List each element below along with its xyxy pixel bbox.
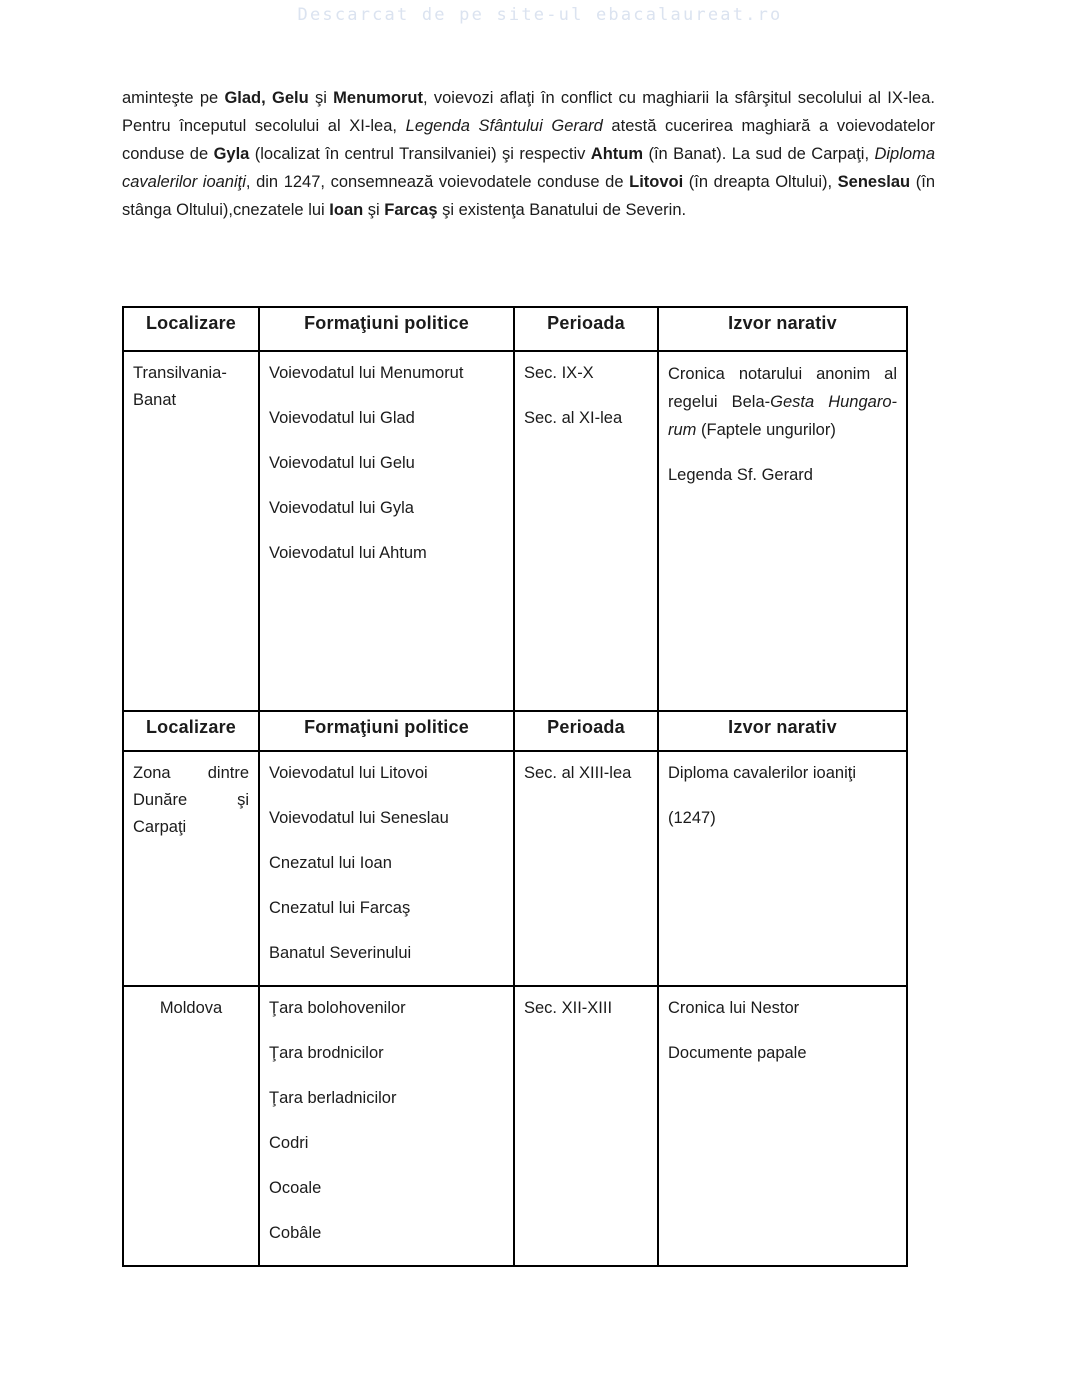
source-line: Diploma cavalerilor ioaniţi <box>668 764 856 782</box>
cell-perioada-zona <box>514 751 658 986</box>
formation-item: Voievodatul lui Glad <box>269 409 415 427</box>
header-formatiuni-politice: Formaţiuni politice <box>259 307 514 351</box>
formation-item: Voievodatul lui Ahtum <box>269 544 427 562</box>
formation-item: Voievodatul lui Litovoi <box>269 764 428 782</box>
localizare-label: Zona dintre Dunăre şi Carpaţi <box>133 764 249 836</box>
formation-item: Cobâle <box>269 1224 322 1242</box>
table-header-row-1 <box>123 307 907 351</box>
header-perioada: Perioada <box>514 307 658 351</box>
source-line: Cronica notarului anonim al regelui Bela-Gesta Hungaro-rum (Faptele ungurilor) <box>668 365 897 439</box>
header-izvor-narativ: Izvor narativ <box>658 711 907 751</box>
header-izvor-narativ: Izvor narativ <box>658 307 907 351</box>
table-row-moldova <box>123 986 907 1266</box>
cell-localizare-transilvania <box>123 351 259 711</box>
formation-item: Voievodatul lui Gyla <box>269 499 414 517</box>
cell-izvor-transilvania <box>658 351 907 711</box>
header-localizare: Localizare <box>123 307 259 351</box>
formation-item: Cnezatul lui Ioan <box>269 854 392 872</box>
header-perioada: Perioada <box>514 711 658 751</box>
table-header-row-2 <box>123 711 907 751</box>
localizare-label: Moldova <box>159 999 223 1017</box>
cell-localizare-moldova <box>123 986 259 1266</box>
header-localizare: Localizare <box>123 711 259 751</box>
cell-izvor-moldova <box>658 986 907 1266</box>
period-label: Sec. XII-XIII <box>524 999 613 1017</box>
formation-item: Cnezatul lui Farcaş <box>269 899 411 917</box>
formation-item: Voievodatul lui Gelu <box>269 454 415 472</box>
formation-item: Codri <box>269 1134 309 1152</box>
source-line: (1247) <box>668 809 716 827</box>
source-line: Documente papale <box>668 1044 807 1062</box>
formation-item: Ţara berladnicilor <box>269 1089 397 1107</box>
table-row-zona-dunare-carpati <box>123 751 907 986</box>
header-formatiuni-politice: Formaţiuni politice <box>259 711 514 751</box>
cell-formatiuni-transilvania <box>259 351 514 711</box>
table-row-transilvania-banat <box>123 351 907 711</box>
cell-perioada-moldova <box>514 986 658 1266</box>
cell-localizare-zona <box>123 751 259 986</box>
localizare-label: Transilvania-Banat <box>133 364 227 409</box>
cell-izvor-zona <box>658 751 907 986</box>
watermark-text: Descarcat de pe site-ul ebacalaureat.ro <box>297 5 783 25</box>
period-label: Sec. al XI-lea <box>524 409 623 427</box>
period-label: Sec. al XIII-lea <box>524 764 632 782</box>
source-line: Cronica lui Nestor <box>668 999 800 1017</box>
cell-formatiuni-moldova <box>259 986 514 1266</box>
cell-perioada-transilvania <box>514 351 658 711</box>
formation-item: Banatul Severinului <box>269 944 412 962</box>
cell-formatiuni-zona <box>259 751 514 986</box>
formation-item: Ţara bolohovenilor <box>269 999 406 1017</box>
period-label: Sec. IX-X <box>524 364 594 382</box>
formation-item: Voievodatul lui Seneslau <box>269 809 449 827</box>
intro-paragraph: aminteşte pe Glad, Gelu şi Menumorut, voievozi aflaţi în conflict cu maghiarii la sfârşitul secolului al IX-lea. Pentru începutul secolului al XI-lea, Legenda Sfântului Gerard atestă cucerirea maghiară a voievodatelor conduse de Gyla (localizat în centrul Transilvaniei) şi respectiv Ahtum (în Banat). La sud de Carpaţi, Diploma cavalerilor ioaniţi, din 1247, consemnează voievodatele conduse de Litovoi (în dreapta Oltului), Seneslau (în stânga Oltului),cnezatele lui Ioan şi Farcaş şi existenţa Banatului de Severin. <box>122 89 935 219</box>
political-formations-table <box>122 306 908 1267</box>
formation-item: Ţara brodnicilor <box>269 1044 384 1062</box>
formation-item: Voievodatul lui Menumorut <box>269 364 464 382</box>
source-line: Legenda Sf. Gerard <box>668 466 813 484</box>
formation-item: Ocoale <box>269 1179 322 1197</box>
